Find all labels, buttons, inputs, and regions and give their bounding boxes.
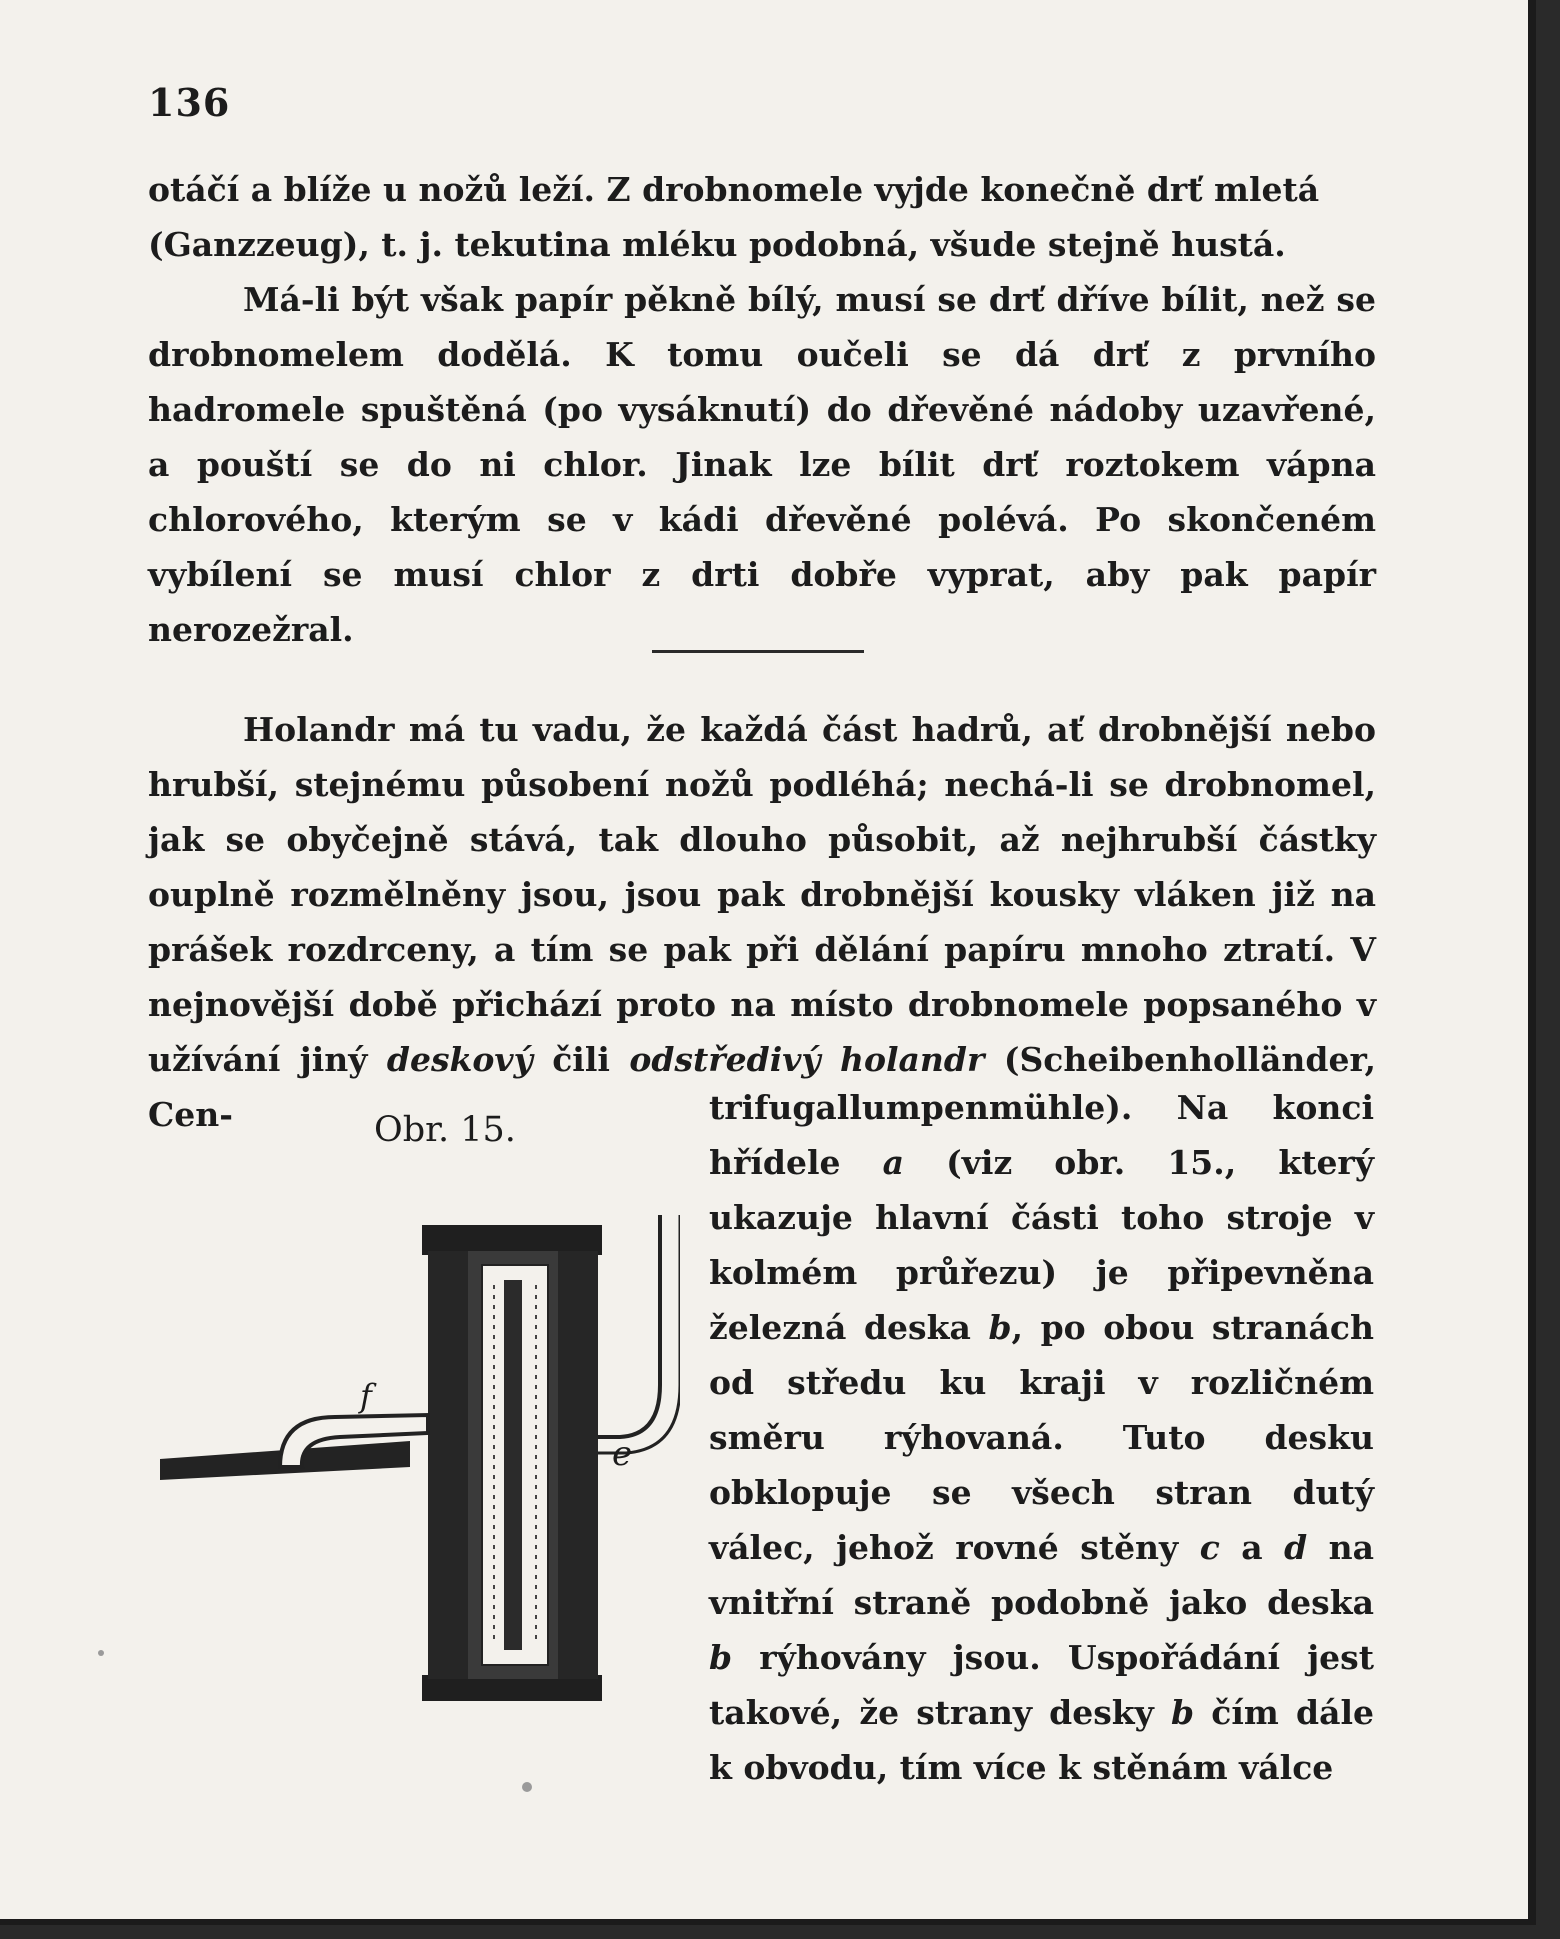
housing-wall-right: [558, 1251, 598, 1679]
paragraph-2: Má-li být však papír pěkně bílý, musí se drť dříve bílit, než se drobnomelem dodělá. K tomu oučeli se dá drť z prvního hadromele spuštěná (po vysáknutí) do dřevěné nádoby uzavřené, a pouští se do ni chlor. Jinak lze bílit drť roztokem vápna chlorového, kterým se v kádi dřevěné polévá. Po skončeném vybílení se musí chlor z drti dobře vyprat, aby pak papír nerozežral.: [148, 280, 1376, 649]
figure-15-diagram: [160, 1205, 680, 1725]
letter-a: a: [882, 1143, 905, 1182]
paragraph-4: [709, 1080, 1374, 1795]
paragraph-4-text-1: trifugallumpenmühle). Na konci hřídele: [709, 1088, 1374, 1182]
paragraph-3-text-2: čili: [552, 1040, 610, 1079]
figure-caption: Obr. 15.: [374, 1110, 516, 1150]
paragraph-4-text-7: čím dále k obvodu, tím více k stěnám válce: [709, 1693, 1374, 1787]
paragraph-3-text-1: Holandr má tu vadu, že každá část hadrů, ať drobnější nebo hrubší, stejnému působení nožů podléhá; nechá-li se drobnomel, jak se obyčejně stává, tak dlouho působit, až nejhrubší částky ouplně rozmělněny jsou, jsou pak drobnější kousky vláken již na prášek rozdrceny, a tím se pak při dělání papíru mnoho ztratí. V nejnovější době přichází proto na místo drobnomele popsaného v užívání jiný: [148, 710, 1376, 1079]
ink-speck: [522, 1782, 532, 1792]
housing-top-flange: [422, 1225, 602, 1255]
paragraph-4-text-6: rýhovány jsou. Uspořádání jest takové, že strany desky: [709, 1638, 1374, 1732]
letter-d: d: [1284, 1528, 1308, 1567]
page-number: 136: [148, 80, 231, 125]
disc-b: [504, 1280, 522, 1650]
outlet-pipe-e: [598, 1215, 660, 1437]
paragraph-1: otáčí a blíže u nožů leží. Z drobnomele vyjde konečně drť mletá (Ganzzeug), t. j. tekutina mléku podobná, všude stejně hustá.: [148, 170, 1320, 264]
letter-b-second: b: [709, 1638, 733, 1677]
letter-b: b: [988, 1308, 1012, 1347]
label-f: f: [360, 1377, 372, 1415]
outlet-pipe-e-inner: [598, 1215, 680, 1453]
paragraph-3: [148, 702, 1376, 1142]
housing-wall-left: [428, 1251, 468, 1679]
letter-b-third: b: [1171, 1693, 1195, 1732]
paragraph-4-text-5: na vnitřní straně podobně jako deska: [709, 1528, 1374, 1622]
term-odstredivy-holandr: odstředivý holandr: [629, 1040, 985, 1079]
paragraph-3-text-3: (Scheibenholländer, Cen-: [148, 1040, 1376, 1134]
ink-speck: [98, 1650, 104, 1656]
section-divider: [652, 650, 864, 653]
letter-c: c: [1199, 1528, 1220, 1567]
label-e: e: [612, 1434, 633, 1474]
paragraph-4-text-4: a: [1241, 1528, 1263, 1567]
term-deskovy: deskový: [386, 1040, 533, 1079]
paragraph-4-text-3: , po obou stranách od středu ku kraji v rozličném směru rýhovaná. Tuto desku obklopuje se všech stran dutý válec, jehož rovné stěny: [709, 1308, 1374, 1567]
paragraph-4-text-2: (viz obr. 15., který ukazuje hlavní části toho stroje v kolmém průřezu) je připevněna železná deska: [709, 1143, 1374, 1347]
